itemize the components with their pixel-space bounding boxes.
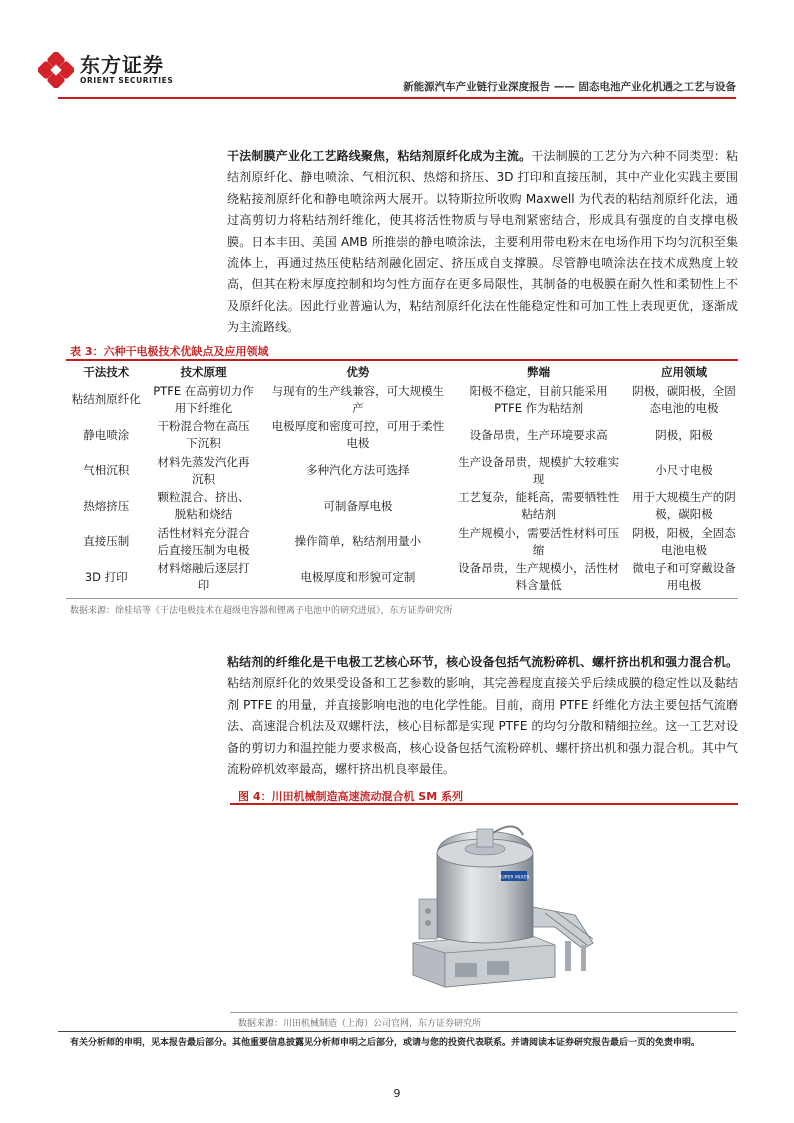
page-number: 9 [393, 1087, 401, 1100]
table-cell: 操作简单，粘结剂用量小 [294, 534, 422, 549]
table-cell: 阴极，阳极，全固态电池电极 [632, 525, 736, 557]
table-cell: PTFE 在高剪切力作用下纤维化 [153, 383, 254, 415]
table-top-divider [66, 359, 738, 361]
table-row [66, 489, 738, 525]
table-row [66, 524, 738, 560]
table-cell: 阴极，碳阳极，全固态电池的电极 [632, 383, 736, 415]
orient-logo-icon [38, 52, 74, 88]
analyst-disclaimer: 有关分析师的申明，见本报告最后部分。其他重要信息披露见分析师申明之后部分，或请与您的投资代表联系。并请阅读本证券研究报告最后一页的免责申明。 [70, 1038, 701, 1048]
table-header-cell: 干法技术 [83, 364, 130, 379]
table-cell: 电极厚度和密度可控，可用于柔性电极 [271, 419, 445, 451]
table-cell: 生产设备昂贵，规模扩大较难实现 [458, 454, 620, 486]
table-row [66, 382, 738, 418]
table-cell: 材料先蒸发汽化再沉积 [157, 454, 250, 486]
table-cell: 工艺复杂，能耗高，需要牺牲性粘结剂 [458, 490, 620, 522]
table-row [66, 418, 738, 454]
table-cell: 阴极，阳极 [655, 427, 713, 442]
header-divider [58, 97, 736, 99]
table-cell: 设备昂贵，生产环境要求高 [469, 427, 608, 442]
table-header-cell: 技术原理 [180, 364, 227, 379]
table-header-cell: 弊端 [527, 364, 551, 379]
table-header-cell: 优势 [346, 364, 370, 379]
logo-chinese-name: 东方证券 [80, 53, 164, 77]
table-cell: 可制备厚电极 [323, 498, 393, 513]
table-row [66, 560, 738, 596]
table-cell: 干粉混合物在高压下沉积 [157, 419, 250, 451]
super-mixer-machine-image [405, 815, 600, 995]
table-cell: 气相沉积 [83, 463, 130, 478]
company-logo [38, 52, 173, 88]
table-cell: 用于大规模生产的阴极，碳阳极 [632, 490, 736, 522]
table-cell: 电极厚度和形貌可定制 [300, 569, 416, 584]
table-row [66, 453, 738, 489]
paragraph-body: 粘结剂原纤化的效果受设备和工艺参数的影响，其完善程度直接关乎后续成膜的稳定性以及黏结剂 PTFE 的用量，并直接影响电池的电化学性能。目前，商用 PTFE 纤维化方法主要包括气流磨法、高速混合机法及双螺杆法，核心目标都是实现 PTFE 的均匀分散和精细拉丝。这一工艺对设备的剪切力和温控能力要求极高，核心设备包括气流粉碎机、螺杆挤出机和强力混合机。其中气流粉碎机效率最高，螺杆挤出机良率最佳。 [227, 676, 738, 777]
paragraph-lead: 干法制膜产业化工艺路线聚焦，粘结剂原纤化成为主流。 [227, 149, 532, 163]
dry-electrode-table [66, 362, 738, 595]
table-header-row [66, 362, 738, 382]
table-cell: 粘结剂原纤化 [71, 392, 141, 407]
table-caption: 表 3：六种干电极技术优缺点及应用领域 [70, 345, 269, 358]
table-cell: 颗粒混合、挤出、脱粘和烧结 [157, 490, 250, 522]
table-cell: 生产规模小，需要活性材料可压缩 [458, 525, 620, 557]
paragraph-dry-film-process [227, 146, 738, 339]
footer-divider [58, 1031, 736, 1032]
logo-english-name: ORIENT SECURITIES [80, 76, 174, 85]
machine-label-text: SUPER MIXER [498, 875, 530, 881]
figure-top-divider [230, 803, 738, 805]
table-cell: 3D 打印 [84, 569, 128, 584]
table-bottom-divider [66, 598, 738, 599]
figure-caption: 图 4：川田机械制造高速流动混合机 SM 系列 [238, 790, 464, 803]
table-cell: 与现有的生产线兼容，可大规模生产 [271, 383, 445, 415]
table-cell: 小尺寸电极 [655, 463, 713, 478]
table-header-cell: 应用领域 [661, 364, 708, 379]
table-cell: 材料熔融后逐层打印 [157, 561, 250, 593]
table-cell: 微电子和可穿戴设备用电极 [632, 561, 736, 593]
table-cell: 多种汽化方法可选择 [306, 463, 410, 478]
paragraph-binder-fibrillation [227, 652, 738, 780]
paragraph-body: 干法制膜的工艺分为六种不同类型：粘结剂原纤化、静电喷涂、气相沉积、热熔和挤压、3D 打印和直接压制，其中产业化实践主要围绕粘接剂原纤化和静电喷涂两大展开。以特斯拉所收购 Maxwell 为代表的粘结剂原纤化法，通过高剪切力将粘结剂纤维化，使其将活性物质与导电剂紧密结合，形成具有强度的自支撑电极膜。日本丰田、美国 AMB 所推崇的静电喷涂法，主要利用带电粉末在电场作用下均匀沉积至集流体上，再通过热压使粘结剂融化固定、挤压成自支撑膜。尽管静电喷涂法在技术成熟度上较高，但其在粉末厚度控制和均匀性方面存在更多局限性，其制备的电极膜在耐久性和柔韧性上不及原纤化法。因此行业普遍认为，粘结剂原纤化法在性能稳定性和可加工性上表现更优，逐渐成为主流路线。 [227, 149, 738, 335]
table-cell: 静电喷涂 [83, 427, 130, 442]
table-cell: 设备昂贵，生产规模小，活性材料含量低 [458, 561, 620, 593]
table-cell: 直接压制 [83, 534, 130, 549]
table-source-note: 数据来源：徐桂培等《干法电极技术在超级电容器和锂离子电池中的研究进展》，东方证券研究所 [70, 606, 453, 616]
table-cell: 热熔挤压 [83, 498, 130, 513]
paragraph-lead: 粘结剂的纤维化是干电极工艺核心环节，核心设备包括气流粉碎机、螺杆挤出机和强力混合机。 [227, 655, 738, 669]
table-cell: 阳极不稳定，目前只能采用 PTFE 作为粘结剂 [469, 383, 608, 415]
report-title: 新能源汽车产业链行业深度报告 —— 固态电池产业化机遇之工艺与设备 [403, 81, 736, 93]
table-cell: 活性材料充分混合后直接压制为电极 [157, 525, 250, 557]
figure-source-note: 数据来源：川田机械制造（上海）公司官网，东方证券研究所 [238, 1019, 482, 1029]
figure-bottom-divider [230, 1012, 738, 1013]
